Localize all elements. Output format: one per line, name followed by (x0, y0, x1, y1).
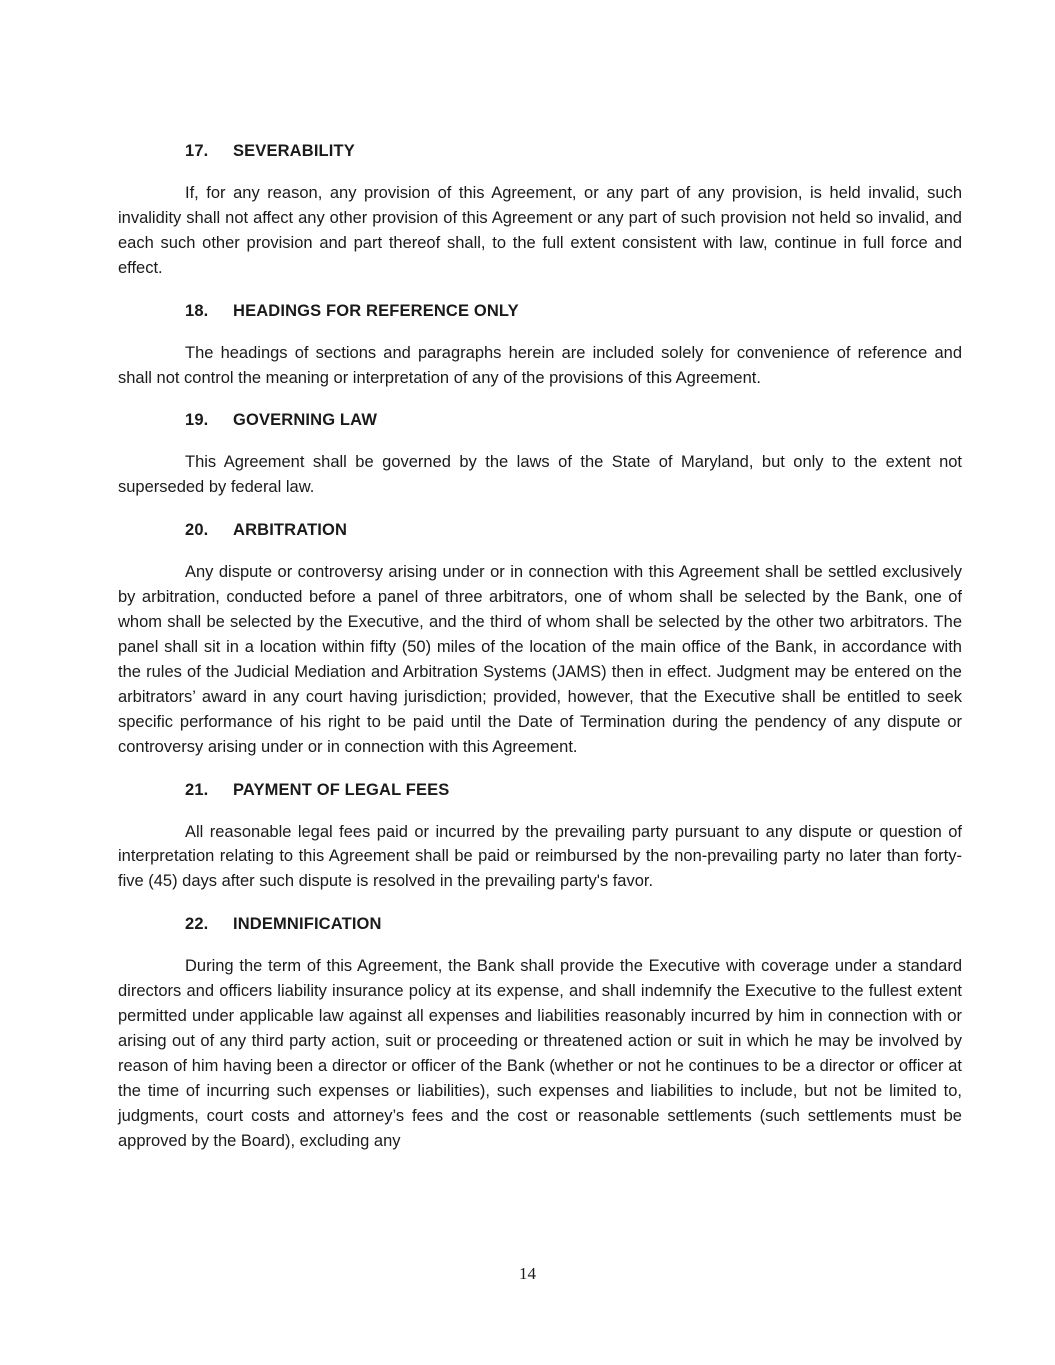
section-number: 21. (185, 780, 209, 799)
section-headings-for-reference-only (118, 299, 962, 391)
section-number: 19. (185, 411, 209, 430)
section-governing-law (118, 408, 962, 500)
section-paragraph: If, for any reason, any provision of this Agreement, or any part of any provision, is held invalid, such invalidity shall not affect any other provision of this Agreement or any part of such provision not held so invalid, and each such other provision and part thereof shall, to the full extent consistent with law, continue in full force and effect. (118, 184, 962, 277)
section-number: 17. (185, 142, 209, 160)
section-heading (118, 778, 962, 802)
section-indemnification (118, 912, 962, 1153)
section-number: 18. (185, 301, 209, 320)
section-arbitration (118, 518, 962, 759)
section-payment-of-legal-fees (118, 778, 962, 895)
section-heading (118, 518, 962, 542)
section-title: GOVERNING LAW (233, 411, 378, 430)
section-title: ARBITRATION (233, 521, 348, 540)
section-number: 22. (185, 915, 209, 934)
section-title: HEADINGS FOR REFERENCE ONLY (233, 301, 519, 320)
section-title: SEVERABILITY (233, 142, 355, 160)
section-paragraph: This Agreement shall be governed by the laws of the State of Maryland, but only to the extent not superseded by federal law. (118, 453, 962, 497)
section-heading (118, 912, 962, 936)
document-body (118, 139, 962, 1171)
section-title: PAYMENT OF LEGAL FEES (233, 780, 450, 799)
section-severability (118, 139, 962, 281)
section-heading (118, 139, 962, 163)
section-heading (118, 408, 962, 432)
section-title: INDEMNIFICATION (233, 915, 382, 934)
page-number: 14 (519, 1264, 536, 1283)
section-paragraph: All reasonable legal fees paid or incurred by the prevailing party pursuant to any dispute or question of interpretation relating to this Agreement shall be paid or reimbursed by the non-prevailing party no later than forty-five (45) days after such dispute is resolved in the prevailing party's favor. (118, 822, 962, 891)
section-paragraph: Any dispute or controversy arising under or in connection with this Agreement shall be settled exclusively by arbitration, conducted before a panel of three arbitrators, one of whom shall be selected by the Bank, one of whom shall be selected by the Executive, and the third of whom shall be selected by the other two arbitrators. The panel shall sit in a location within fifty (50) miles of the location of the main office of the Bank, in accordance with the rules of the Judicial Mediation and Arbitration Systems (JAMS) then in effect. Judgment may be entered on the arbitrators’ award in any court having jurisdiction; provided, however, that the Executive shall be entitled to seek specific performance of his right to be paid until the Date of Termination during the pendency of any dispute or controversy arising under or in connection with this Agreement. (118, 563, 962, 756)
section-paragraph: During the term of this Agreement, the Bank shall provide the Executive with coverage under a standard directors and officers liability insurance policy at its expense, and shall indemnify the Executive to the fullest extent permitted under applicable law against all expenses and liabilities reasonably incurred by him in connection with or arising out of any third party action, suit or proceeding or threatened action or suit in which he may be involved by reason of him having been a director or officer of the Bank (whether or not he continues to be a director or officer at the time of incurring such expenses or liabilities), such expenses and liabilities to include, but not be limited to, judgments, court costs and attorney’s fees and the cost or reasonable settlements (such settlements must be approved by the Board), excluding any (118, 957, 962, 1150)
section-paragraph: The headings of sections and paragraphs herein are included solely for convenience of reference and shall not control the meaning or interpretation of any of the provisions of this Agreement. (118, 343, 962, 387)
section-number: 20. (185, 521, 209, 540)
section-heading (118, 299, 962, 323)
